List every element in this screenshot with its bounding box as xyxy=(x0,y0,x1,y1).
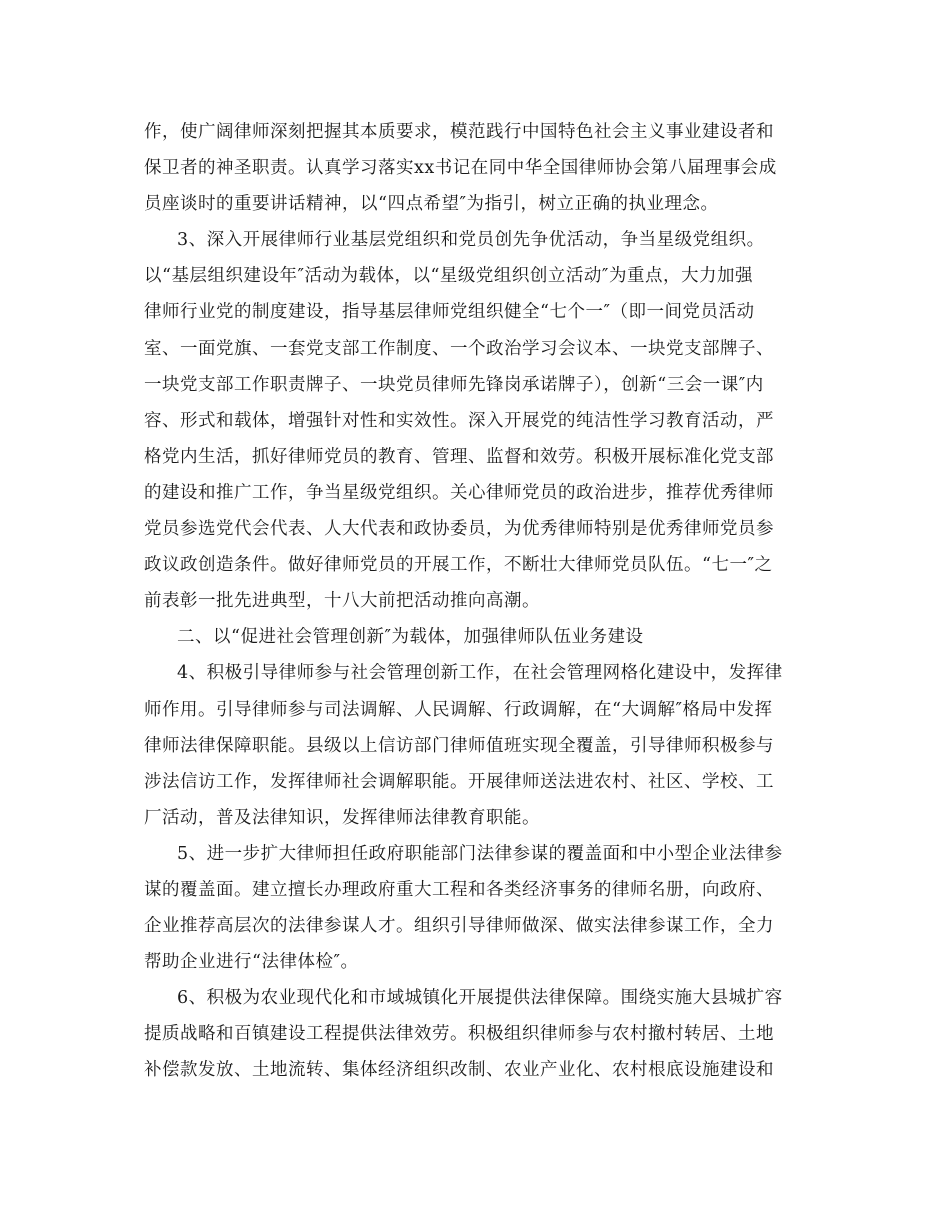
text-line: 格党内生活，抓好律师党员的教育、管理、监督和效劳。积极开展标准化党支部 xyxy=(144,446,774,467)
text-line: 的建设和推广工作，争当星级党组织。关心律师党员的政治进步，推荐优秀律师 xyxy=(144,482,774,503)
text-line: 前表彰一批先进典型，十八大前把活动推向高潮。 xyxy=(144,591,540,612)
text-line: 涉法信访工作，发挥律师社会调解职能。开展律师送法进农村、社区、学校、工 xyxy=(144,771,774,792)
text-line: 师作用。引导律师参与司法调解、人民调解、行政调解，在“大调解″格局中发挥 xyxy=(144,699,773,720)
text-line: 保卫者的神圣职责。认真学习落实xx书记在同中华全国律师协会第八届理事会成 xyxy=(144,158,777,179)
text-line: 帮助企业进行“法律体检″。 xyxy=(144,952,359,973)
text-line: 4、积极引导律师参与社会管理创新工作，在社会管理网格化建设中，发挥律 xyxy=(177,663,783,684)
text-line: 提质战略和百镇建设工程提供法律效劳。积极组织律师参与农村撤村转居、土地 xyxy=(144,1024,774,1045)
text-line: 一块党支部工作职责牌子、一块党员律师先锋岗承诺牌子），创新“三会一课″内 xyxy=(144,374,764,395)
text-line: 以“基层组织建设年″活动为载体，以“星级党组织创立活动″为重点，大力加强 xyxy=(144,266,753,287)
text-line: 补偿款发放、土地流转、集体经济组织改制、农业产业化、农村根底设施建设和 xyxy=(144,1060,774,1081)
text-line: 二、以“促进社会管理创新″为载体，加强律师队伍业务建设 xyxy=(177,627,644,648)
text-line: 室、一面党旗、一套党支部工作制度、一个政治学习会议本、一块党支部牌子、 xyxy=(144,338,774,359)
text-line: 厂活动，普及法律知识，发挥律师法律教育职能。 xyxy=(144,807,540,828)
text-line: 企业推荐高层次的法律参谋人才。组织引导律师做深、做实法律参谋工作，全力 xyxy=(144,916,774,937)
text-line: 律师法律保障职能。县级以上信访部门律师值班实现全覆盖，引导律师积极参与 xyxy=(144,735,774,756)
text-line: 容、形式和载体，增强针对性和实效性。深入开展党的纯洁性学习教育活动，严 xyxy=(144,410,774,431)
text-line: 6、积极为农业现代化和市域城镇化开展提供法律保障。围绕实施大县城扩容 xyxy=(177,988,783,1009)
text-line: 政议政创造条件。做好律师党员的开展工作，不断壮大律师党员队伍。“七一″之 xyxy=(144,555,773,576)
text-line: 员座谈时的重要讲话精神，以“四点希望″为指引，树立正确的执业理念。 xyxy=(144,194,719,215)
text-line: 党员参选党代会代表、人大代表和政协委员，为优秀律师特别是优秀律师党员参 xyxy=(144,519,774,540)
text-line: 3、深入开展律师行业基层党组织和党员创先争优活动，争当星级党组织。 xyxy=(177,230,765,251)
text-line: 作，使广阔律师深刻把握其本质要求，模范践行中国特色社会主义事业建设者和 xyxy=(144,122,774,142)
text-line: 5、进一步扩大律师担任政府职能部门法律参谋的覆盖面和中小型企业法律参 xyxy=(177,843,783,864)
text-line: 谋的覆盖面。建立擅长办理政府重大工程和各类经济事务的律师名册，向政府、 xyxy=(144,879,774,900)
document-body xyxy=(144,114,810,1089)
text-line: 律师行业党的制度建设，指导基层律师党组织健全“七个一″（即一间党员活动 xyxy=(144,302,755,323)
